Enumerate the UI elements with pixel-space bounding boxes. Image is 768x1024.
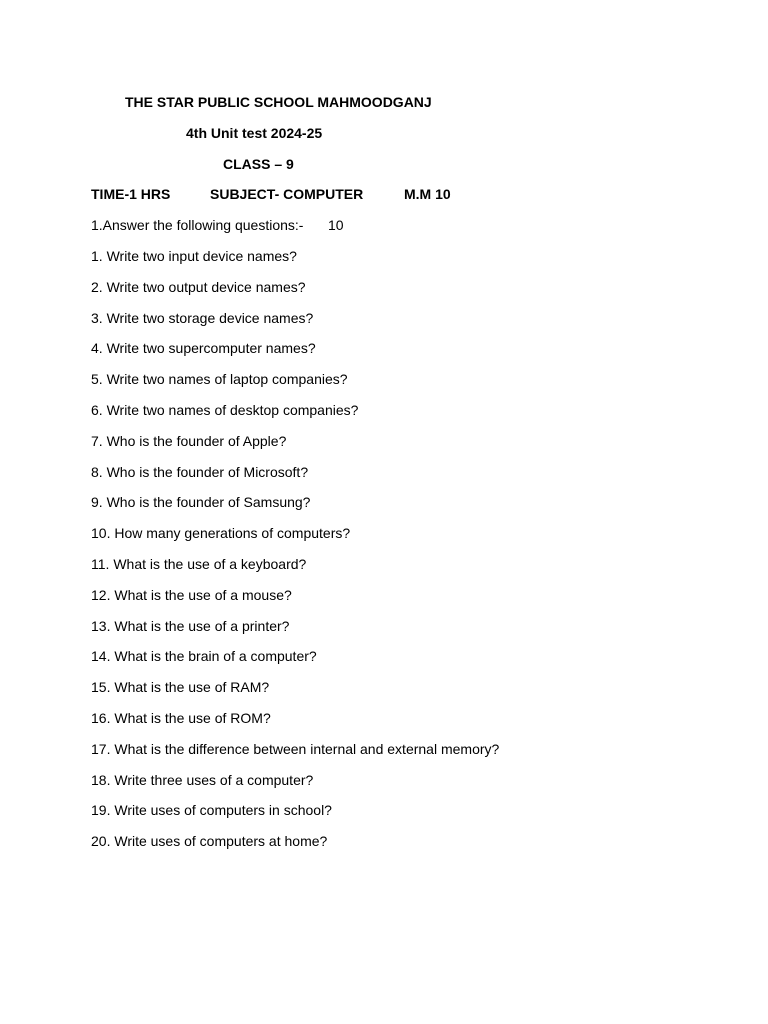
question-item: 12. What is the use of a mouse? <box>91 586 292 603</box>
question-item: 1. Write two input device names? <box>91 248 297 264</box>
question-item: 5. Write two names of laptop companies? <box>91 371 348 388</box>
question-item: 15. What is the use of RAM? <box>91 679 270 696</box>
test-title: 4th Unit test 2024-25 <box>186 125 323 141</box>
question-item: 14. What is the brain of a computer? <box>91 648 317 665</box>
instruction-marks: 10 <box>328 217 344 233</box>
question-item: 7. Who is the founder of Apple? <box>91 432 287 449</box>
subject-label: SUBJECT- COMPUTER <box>210 186 364 202</box>
question-item: 8. Who is the founder of Microsoft? <box>91 463 309 480</box>
question-item: 16. What is the use of ROM? <box>91 709 271 726</box>
instruction-text: 1.Answer the following questions:- <box>91 217 304 233</box>
question-item: 4. Write two supercomputer names? <box>91 340 316 357</box>
max-marks-label: M.M 10 <box>404 186 451 202</box>
time-label: TIME-1 HRS <box>91 186 171 202</box>
question-item: 18. Write three uses of a computer? <box>91 771 314 788</box>
class-label: CLASS – 9 <box>223 156 294 172</box>
school-name: THE STAR PUBLIC SCHOOL MAHMOODGANJ <box>125 94 432 110</box>
question-list <box>91 247 499 863</box>
question-item: 6. Write two names of desktop companies? <box>91 401 359 418</box>
question-item: 10. How many generations of computers? <box>91 525 351 542</box>
question-item: 19. Write uses of computers in school? <box>91 802 332 819</box>
question-item: 2. Write two output device names? <box>91 278 306 295</box>
question-item: 17. What is the difference between internal and external memory? <box>91 740 500 757</box>
question-item: 9. Who is the founder of Samsung? <box>91 494 311 511</box>
question-item: 3. Write two storage device names? <box>91 309 314 326</box>
question-item: 13. What is the use of a printer? <box>91 617 290 634</box>
question-item: 11. What is the use of a keyboard? <box>91 555 307 572</box>
instruction-line <box>91 216 344 234</box>
question-item: 20. Write uses of computers at home? <box>91 833 328 850</box>
